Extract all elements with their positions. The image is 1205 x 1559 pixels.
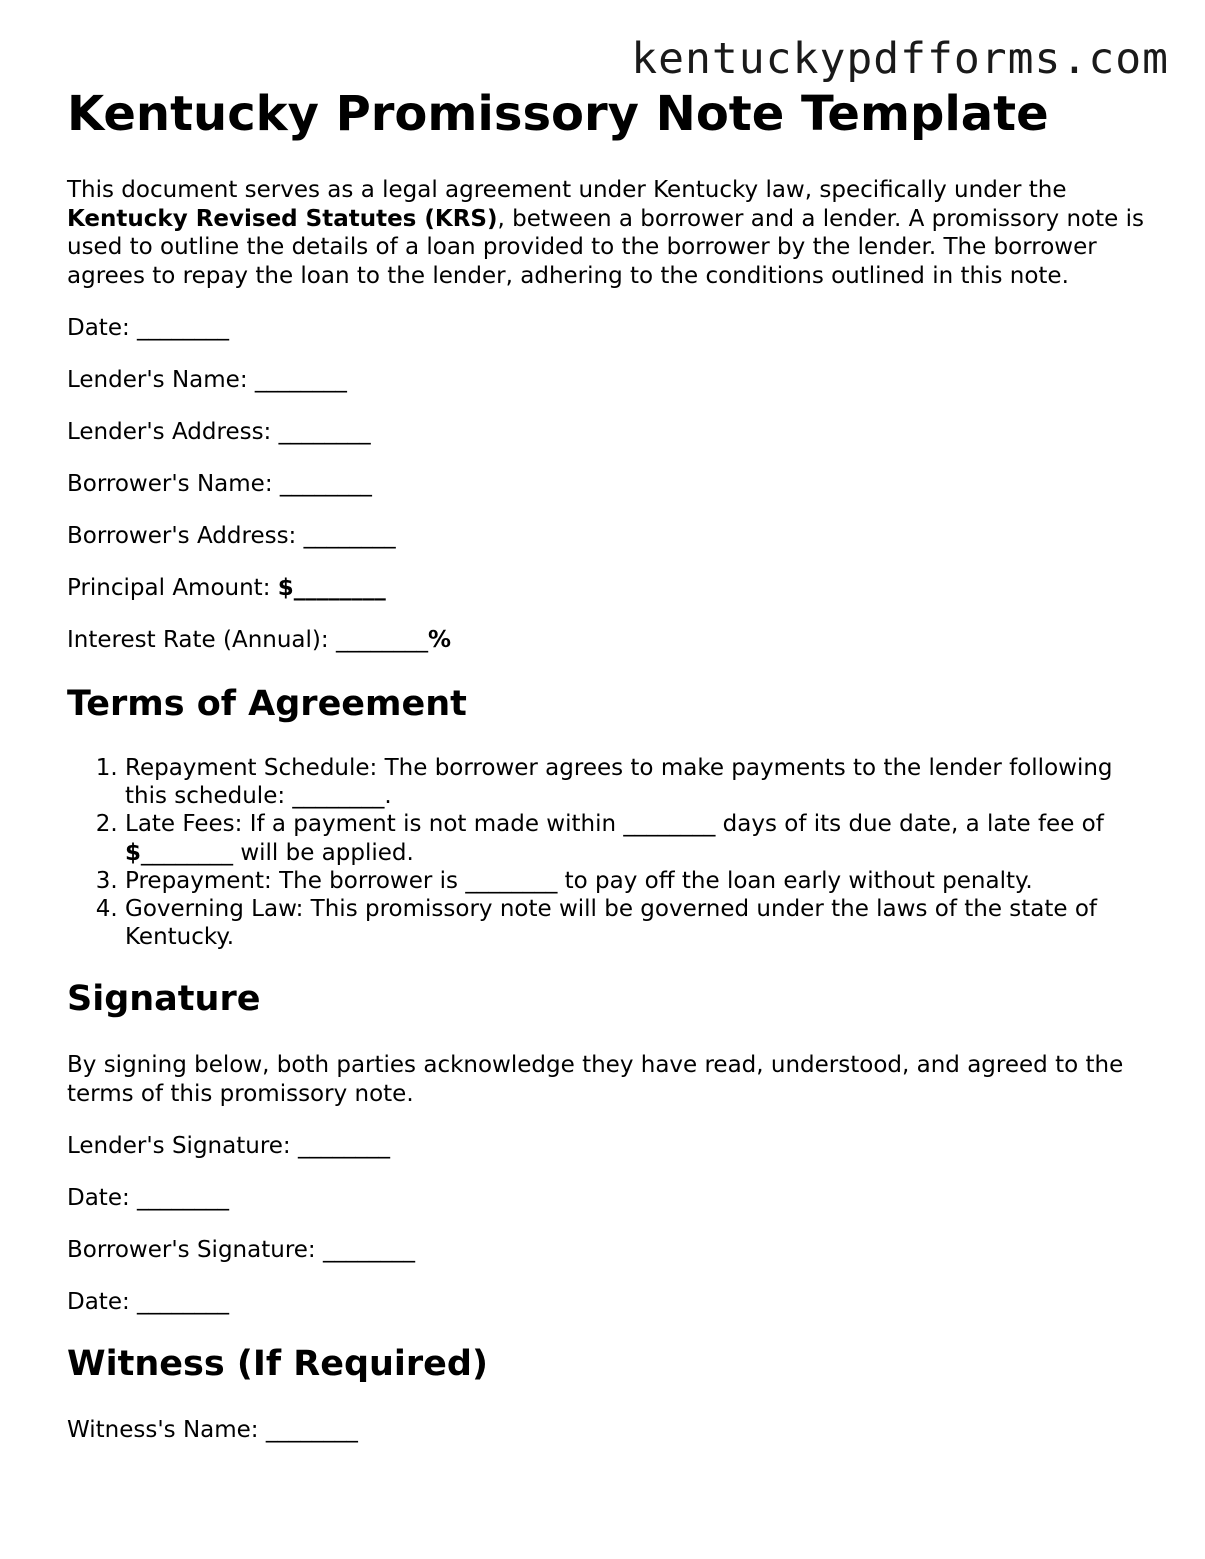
term-late-fees bbox=[125, 810, 1147, 866]
witness-fields bbox=[67, 1416, 1147, 1444]
interest-label: Interest Rate (Annual): ________ bbox=[67, 627, 428, 653]
document-page bbox=[67, 84, 1147, 1444]
intro-text-end: , between a borrower and a lender. A promissory note is used to outline the details of a loan provided to the borrower by the lender. The borrower agrees to repay the loan to the lender, adhering to the conditions outlined in this note. bbox=[67, 205, 1144, 289]
borrower-name-field: Borrower's Name: ________ bbox=[67, 471, 372, 497]
dollar-symbol: $ bbox=[125, 839, 142, 866]
intro-paragraph bbox=[67, 176, 1147, 290]
witness-name-field: Witness's Name: ________ bbox=[67, 1417, 358, 1444]
term-prepayment: 3. Prepayment: The borrower is ________ to pay off the loan early without penalty. bbox=[125, 867, 1147, 895]
interest-rate-field bbox=[67, 626, 1147, 654]
signature-heading: Signature bbox=[67, 979, 261, 1020]
witness-heading: Witness (If Required) bbox=[67, 1344, 488, 1385]
site-watermark: kentuckypdfforms.com bbox=[631, 34, 1169, 84]
loan-details bbox=[67, 314, 1147, 654]
date-field: Date: ________ bbox=[67, 315, 230, 341]
document-title: Kentucky Promissory Note Template bbox=[67, 86, 1049, 142]
lender-address-field: Lender's Address: ________ bbox=[67, 419, 371, 445]
term-repayment: 1. Repayment Schedule: The borrower agrees to make payments to the lender following this schedule: ________. bbox=[125, 754, 1147, 810]
terms-heading: Terms of Agreement bbox=[67, 684, 467, 724]
intro-text-start: This document serves as a legal agreement under Kentucky law, specifically under the bbox=[67, 177, 1067, 203]
terms-list bbox=[67, 754, 1147, 951]
principal-amount-field bbox=[67, 574, 1147, 602]
percent-symbol: % bbox=[427, 627, 451, 653]
late-fees-text-end: ________ will be applied. bbox=[141, 839, 414, 866]
signature-fields bbox=[67, 1132, 1147, 1316]
borrower-signature-field: Borrower's Signature: ________ bbox=[67, 1237, 415, 1264]
late-fees-text: Late Fees: If a payment is not made within ________ days of its due date, a late fee of bbox=[125, 811, 1104, 838]
term-governing-law: 4. Governing Law: This promissory note will be governed under the laws of the state of Kentucky. bbox=[125, 895, 1147, 951]
krs-reference: Kentucky Revised Statutes (KRS) bbox=[67, 205, 498, 232]
lender-signature-field: Lender's Signature: ________ bbox=[67, 1133, 390, 1160]
principal-blank: $________ bbox=[277, 575, 386, 601]
borrower-address-field: Borrower's Address: ________ bbox=[67, 523, 396, 549]
borrower-date-field: Date: ________ bbox=[67, 1289, 230, 1316]
lender-date-field: Date: ________ bbox=[67, 1185, 230, 1212]
signature-intro: By signing below, both parties acknowledge they have read, understood, and agreed to the terms of this promissory note. bbox=[67, 1052, 1124, 1107]
lender-name-field: Lender's Name: ________ bbox=[67, 367, 347, 393]
principal-label: Principal Amount: bbox=[67, 575, 278, 601]
